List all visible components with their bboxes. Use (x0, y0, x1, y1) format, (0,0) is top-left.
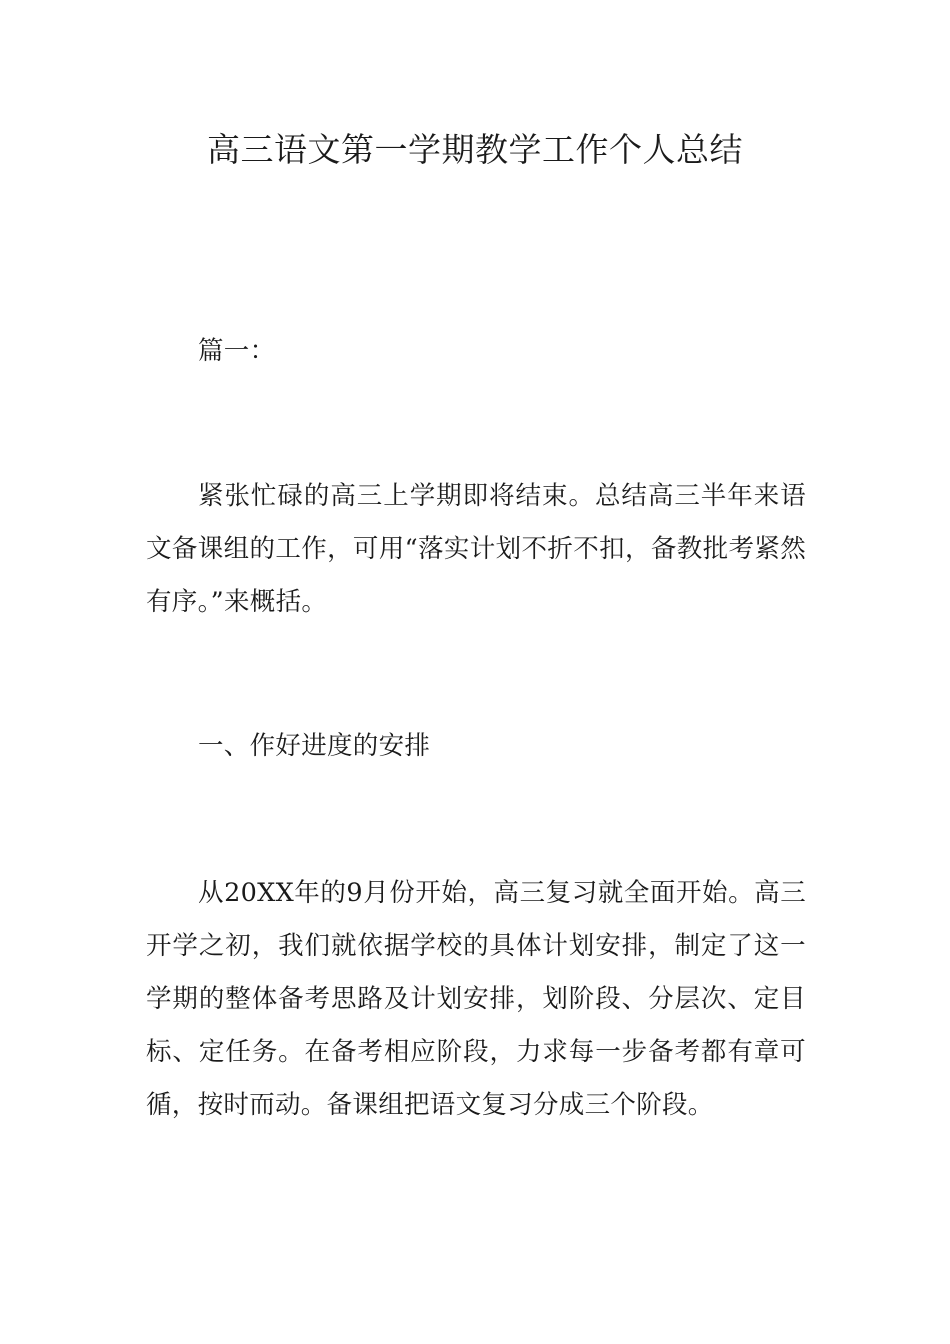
body-paragraph: 从20XX年的9月份开始，高三复习就全面开始。高三开学之初，我们就依据学校的具体计划安排，制定了这一学期的整体备考思路及计划安排，划阶段、分层次、定目标、定任务。在备考相应阶段，力求每一步备考都有章可循，按时而动。备课组把语文复习分成三个阶段。 (146, 878, 806, 1120)
intro-paragraph: 紧张忙碌的高三上学期即将结束。总结高三半年来语文备课组的工作，可用“落实计划不折不扣，备教批考紧然有序。”来概括。 (146, 481, 806, 617)
section-heading: 一、作好进度的安排 (198, 731, 431, 761)
section-label: 篇一： (198, 336, 276, 366)
document-title: 高三语文第一学期教学工作个人总结 (207, 130, 743, 169)
